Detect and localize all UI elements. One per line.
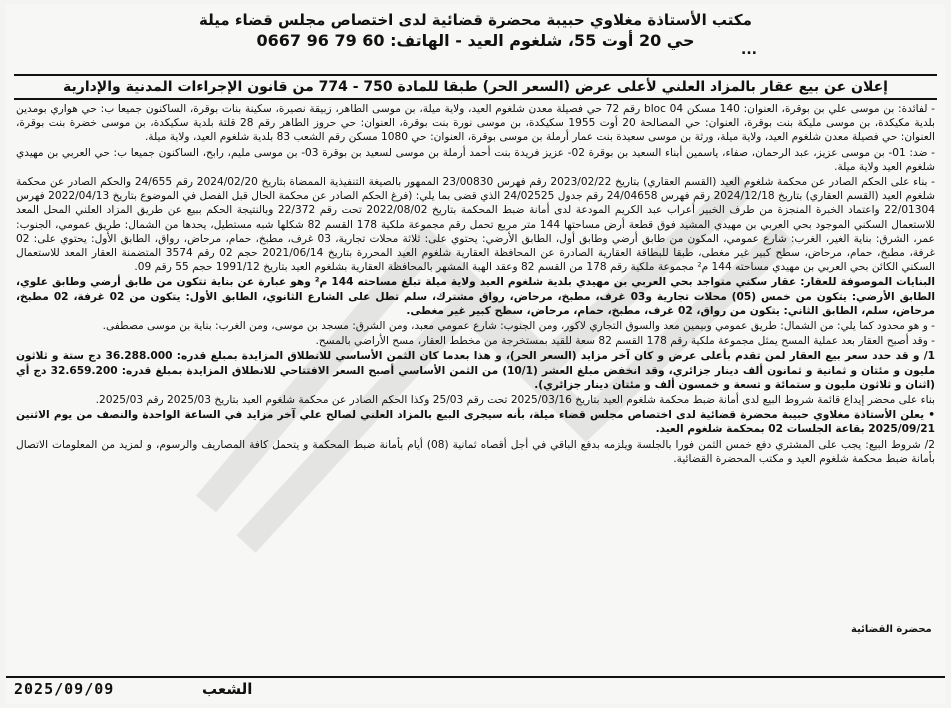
header-mark: ... — [741, 42, 757, 58]
announcement-title: إعلان عن بيع عقار بالمزاد العلني لأعلى عرض (السعر الحر) طبقا للمادة 750 - 774 من قانون الإجراءات المدنية والإدارية — [14, 74, 937, 100]
publication-date: 2025/09/09 — [14, 680, 115, 698]
document-page — [6, 4, 945, 704]
paragraph-judgment: - بناء على الحكم الصادر عن محكمة شلغوم العيد (القسم العقاري) بتاريخ 2023/02/22 رقم فهرس 23/00830 الممهور بالصيغة التنفيذية الممضاة بتاريخ 2024/02/20 رقم 24/655 والحكم الصادر عن محكمة شلغوم العيد (القسم العقاري) بتاريخ 2024/12/18 رقم فهرس 24/04658 رقم جدول 24/02525 الذي قضى بما يلي: (فرغ الحكم الصادر عن محكمة الحال قبل الفصل في الموضوع بتاريخ 2022/04/13 فهرس 22/01304 واعتماد الخبرة المنجزة من طرف الخبير أعراب عبد الكريم المودعة لدى أمانة ضبط المحكمة بتاريخ 2022/08/02 تحت رقم 22/372 وبالنتيجة الحكم ببيع عن طريق المزاد العلني المحل المعد للاستعمال السكني الموجود بحي العربي بن مهيدي المشيد فوق قطعة أرض مساحتها 144 متر مربع تحمل رقم مجموعة ملكية 178 القسم 82 شكلها شبه مستطيل، يحدها من الشمال: طريق عمومي، الجنوب: عمر، الشرق: بناية الغير، الغرب: شارع عمومي، المكون من طابق أرضي وطابق أول، الطابق الأرضي: يحتوي على: ثلاثة محلات تجارية، 03 غرف، مطبخ، حمام، مرحاض، رواق، الطابق الأول: يحتوي على: 02 غرفة، مطبخ، حمام، مرحاض، سطح كبير غير مغطى، طبقا للبطاقة العقارية الصادرة عن المحافظة العقارية شلغوم العيد المحررة بتاريخ 2021/06/14 حجم 02 رقم 3574 المتضمنة العقار المعد للاستعمال السكني الكائن بحي العربي بن مهيدي مساحته 144 م² مجموعة ملكية رقم 178 من القسم 82 وعقد الهبة المشهر بالمحافظة العقارية بشلغوم العيد بتاريخ 1991/12 حجم 55 رقم 09. — [16, 176, 935, 274]
office-address: حي 20 أوت 55، شلغوم العيد - الهاتف: 60 79 96 0667 — [256, 31, 695, 50]
page-footer — [6, 676, 945, 704]
paragraph-defendants: - ضد: 01- بن موسى عزيز، عبد الرحمان، صفاء، ياسمين أبناء السعيد بن بوقرة 02- عزيز فريدة بنت أحمد أرملة بن موسى لسعيد بن بوقرة 03- بن موسى مليم، رابح، الساكنون جميعا ب: حي العربي بن مهيدي شلغوم العيد ولاية ميلة. — [16, 146, 935, 173]
signature: محضرة القضائية — [851, 624, 932, 635]
paragraph-price: 1/ و قد حدد سعر بيع العقار لمن تقدم بأعلى عرض و كان آخر مزايد (السعر الحر)، و هذا بعدما كان الثمن الأساسي للانطلاق المزايدة بمبلغ قدره: 36.288.000 دج ستة و ثلاثون مليون و مئتان و ثمانية و ثمانون ألف دينار جزائري، وقد انخفض مبلغ العشر (10/1) من الثمن الأساسي أصبح السعر الافتتاحي للانطلاق المزايدة بمبلغ قدره: 32.659.200 دج أي (اثنان و ثلاثون مليون و ستمائة و تسعة و خمسون ألف و مئتان دينار جزائري). — [16, 350, 935, 391]
paragraph-plaintiffs: - لفائدة: بن موسى علي بن بوقرة، العنوان: 140 مسكن bloc 04 رقم 72 حي فصيلة معدن شلغوم العيد، ولاية ميلة، بن موسى الطاهر، زبيقة نصيرة، سكينة بنات بوقرة، الساكنون جميعا ب: حي هواري بومدين بلدية مكيكدة، بن موسى مليكة بنت بوقرة، العنوان: حي المصالحة 20 أوت 1955 سكيكدة، بن موسى نورة بنت بوقرة، العنوان: حي حروز الطاهر رقم 28 قلتة بلدية سكيكدة، بن موسى خضرة بنت بوقرة، العنوان: حي فصيلة معدن شلغوم العيد، ولاية ميلة، ورثة بن موسى سعيدة بنت عمار أرملة بن موسى بوقرة، العنوان: حي 1080 مسكن رقم الشعب 83 بلدية شلغوم العيد، ولاية ميلة. — [16, 103, 935, 144]
paragraph-boundaries: - و هو محدود كما يلي: من الشمال: طريق عمومي وبيمين معد والسوق التجاري لاكور، ومن الجنوب: شارع عمومي معبد، ومن الشرق: مسجد بن موسى، ومن الغرب: بناية بن موسى مصطفى. — [102, 320, 935, 333]
paragraph-sale-conditions: 2/ شروط البيع: يجب على المشتري دفع خمس الثمن فورا بالجلسة ويلزمه بدفع الباقي في أجل أقصاه ثمانية (08) أيام بأمانة ضبط المحكمة و يتحمل كافة المصاريف والرسوم، و لمزيد من المعلومات الاتصال بأمانة ضبط محكمة شلغوم العيد و مكتب المحضرة القضائية. — [16, 438, 935, 465]
announcement-body — [16, 102, 935, 664]
office-name: مكتب الأستاذة مغلاوي حبيبة محضرة قضائية لدى اختصاص مجلس قضاء ميلة — [199, 11, 752, 29]
document-header — [26, 10, 925, 52]
paragraph-cadastre: - وقد أصبح العقار بعد عملية المسح يمثل مجموعة ملكية رقم 178 القسم 82 سعة للقيد بمستخرجة من مخطط العقار، مسح الأراضي بالمسح. — [315, 335, 935, 348]
paragraph-property-description: البنايات الموصوفة للعقار: عقار سكني متواجد بحي العربي بن مهيدي بلدية شلغوم العيد ولاية ميلة تبلغ مساحته 144 م² وهو عبارة عن بناية تتكون من طابق أرضي وطابق علوي، الطابق الأرضي: يتكون من خمس (05) محلات تجارية و03 غرف، مطبخ، مرحاض، رواق مشترك، سلم تطل على الشارع الثانوي، الطابق الأول: يتكون من 02 غرفة، 02 مطبخ، مرحاض، سلم، الطابق الثاني: يتكون من رواق، 02 غرف، مطبخ، حمام، مرحاض، سطح كبير غير مغطى. — [16, 276, 935, 317]
newspaper-name: الشعب — [202, 680, 253, 698]
paragraph-deposit: بناء على محضر إيداع قائمة شروط البيع لدى أمانة ضبط محكمة شلغوم العيد بتاريخ 2025/03/16 تحت رقم 25/03 وكذا الحكم الصادر عن محكمة شلغوم العيد بتاريخ 2025/03 رقم 2025/03. — [95, 394, 935, 407]
paragraph-sale-date: • يعلن الأستاذة مغلاوي حبيبة محضرة قضائية لدى اختصاص مجلس قضاء ميلة، بأنه سيجرى البيع بالمزاد العلني لصالح علي آخر مزايد في الساعة الواحدة والنصف من يوم الاثنين 2025/09/21 بقاعة الجلسات 02 بمحكمة شلغوم العيد. — [16, 409, 935, 436]
